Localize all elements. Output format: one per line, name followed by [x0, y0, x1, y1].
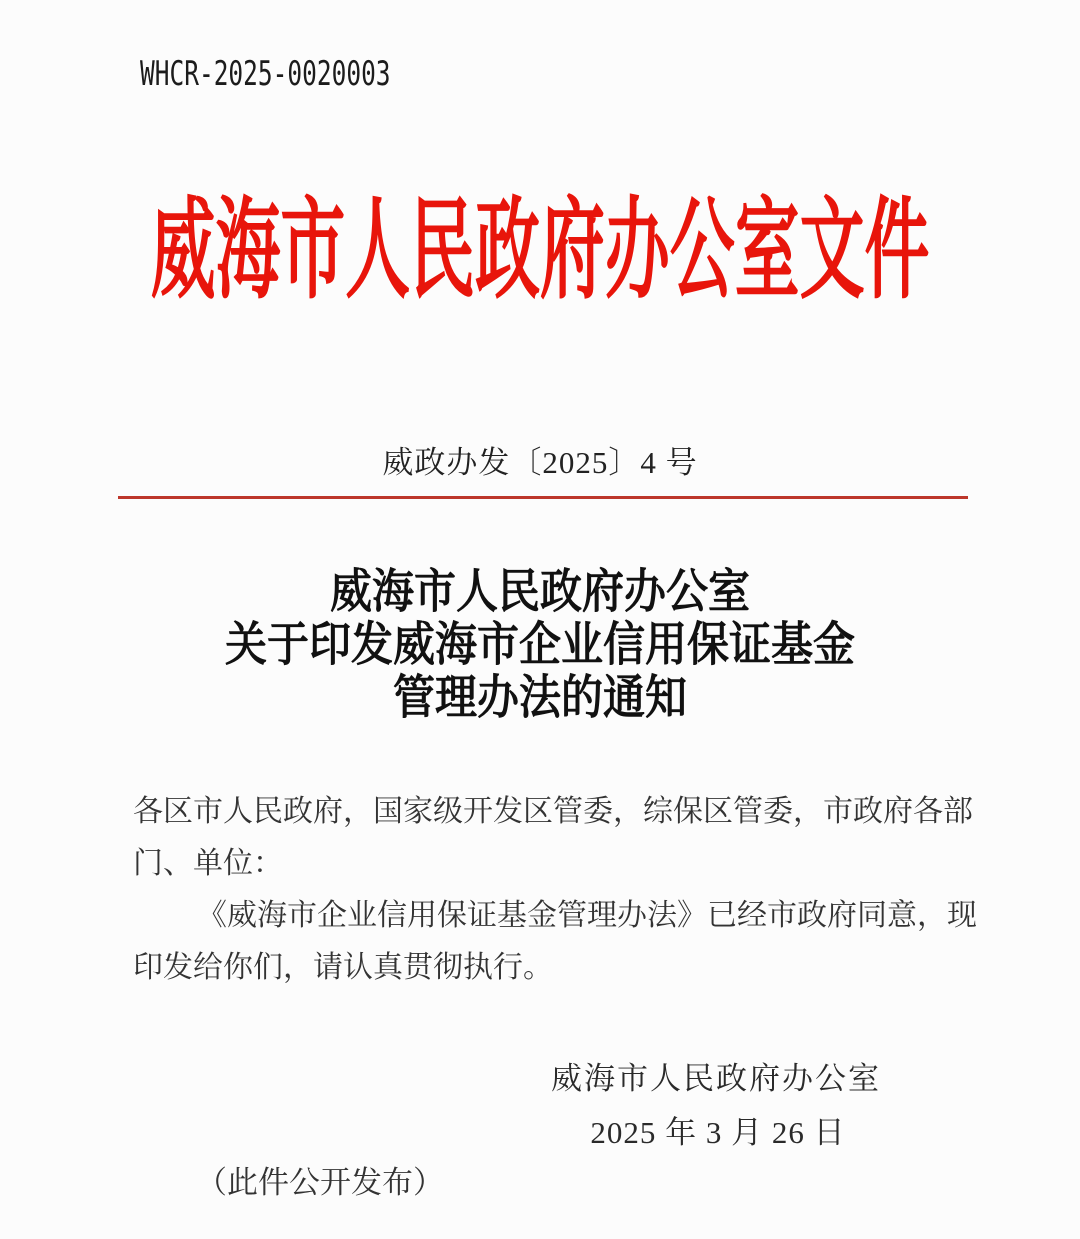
doc-issue-number: 威政办发〔2025〕4 号	[382, 445, 698, 480]
body-paragraph	[133, 890, 977, 994]
body-line: 印发给你们，请认真贯彻执行。	[133, 951, 553, 984]
public-release-note: （此件公开发布）	[196, 1165, 444, 1200]
notice-title-line: 威海市人民政府办公室	[329, 567, 750, 619]
notice-title-line: 管理办法的通知	[392, 673, 687, 725]
notice-title	[0, 567, 1080, 726]
red-header-banner	[0, 190, 1080, 312]
red-divider-line	[118, 496, 968, 499]
document-body	[133, 786, 977, 994]
issuer-name: 威海市人民政府办公室	[551, 1061, 881, 1096]
addressees-line: 门、单位：	[133, 847, 283, 880]
red-banner-title: 威海市人民政府办公室文件	[150, 190, 930, 312]
addressees-paragraph	[133, 786, 973, 890]
body-line: 《威海市企业信用保证基金管理办法》已经市政府同意，现	[197, 899, 977, 932]
notice-title-line: 关于印发威海市企业信用保证基金	[224, 620, 855, 672]
issue-date: 2025 年 3 月 26 日	[590, 1115, 846, 1150]
addressees-line: 各区市人民政府，国家级开发区管委，综保区管委，市政府各部	[133, 795, 973, 828]
doc-reference-number: WHCR-2025-0020003	[140, 54, 391, 94]
